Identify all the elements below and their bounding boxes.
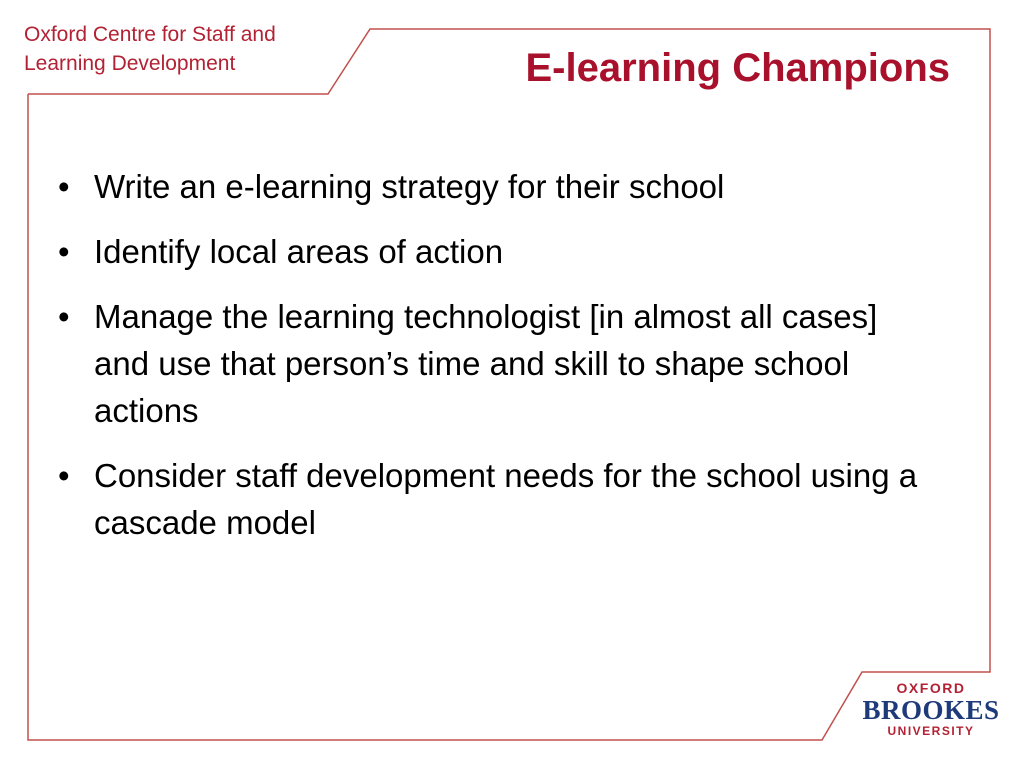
logo-line-brookes: BROOKES: [862, 695, 1000, 725]
logo-line-oxford: OXFORD: [896, 680, 966, 696]
org-name: [24, 20, 354, 78]
bullet-item: [58, 293, 938, 434]
bullet-icon: •: [58, 457, 70, 494]
bullet-text: Identify local areas of action: [94, 233, 504, 270]
bullet-item: [58, 452, 938, 546]
bullet-text: Write an e-learning strategy for their school: [94, 168, 725, 205]
logo-line-university: UNIVERSITY: [887, 724, 975, 738]
bullet-item: [58, 228, 938, 275]
org-name-line2: Learning Development: [24, 52, 236, 75]
bullet-icon: •: [58, 298, 70, 335]
slide-title: E-learning Champions: [525, 46, 950, 90]
bullet-text: Manage the learning technologist [in almost all cases] and use that person’s time and skill to shape school actions: [94, 298, 878, 429]
org-name-line1: Oxford Centre for Staff and: [24, 23, 276, 46]
bullet-text: Consider staff development needs for the school using a cascade model: [94, 457, 918, 541]
bullet-icon: •: [58, 233, 70, 270]
bullet-list: [58, 163, 938, 564]
oxford-brookes-logo: [860, 680, 1002, 738]
bullet-item: [58, 163, 938, 210]
bullet-icon: •: [58, 168, 70, 205]
